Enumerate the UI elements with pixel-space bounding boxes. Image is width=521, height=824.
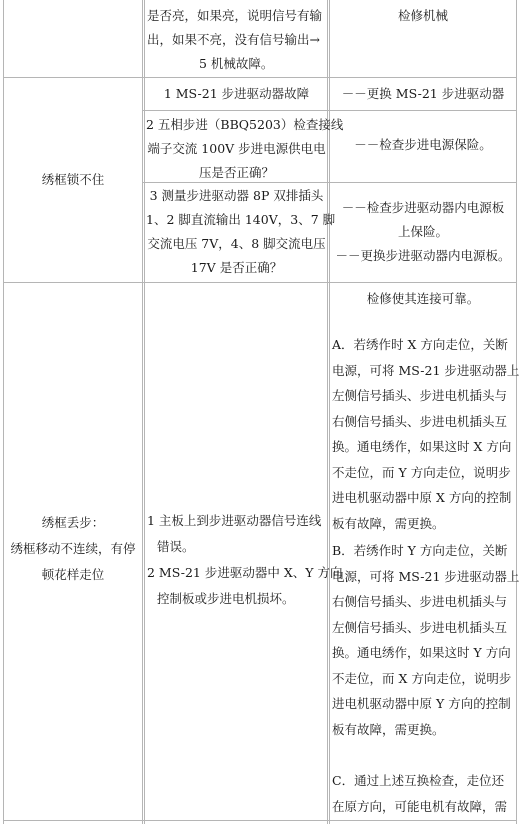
cause-text: 错误。	[157, 539, 195, 554]
table-row	[147, 4, 327, 76]
fix-text: 右侧信号插头、步进电机插头与	[332, 594, 508, 609]
cause-cell	[146, 113, 344, 185]
fix-cell	[330, 196, 516, 268]
fix-text: B．若绣作时 Y 方向走位，关断	[332, 543, 508, 558]
cause-text: 17V 是否正确？	[190, 260, 283, 275]
fault-text: 绣框丢步：	[41, 515, 105, 530]
fix-text: 板有故障，需更换。	[332, 721, 445, 737]
fix-cell	[330, 82, 516, 106]
cause-text: 5 机械故障。	[199, 56, 274, 71]
fix-cell	[332, 538, 520, 742]
fault-text: 绣框锁不住	[41, 172, 105, 187]
fix-text: －－更换 MS-21 步进驱动器	[341, 86, 505, 101]
fix-text: 进电机驱动器中原 Y 方向的控制	[332, 696, 511, 711]
cause-text: 压是否正确？	[198, 165, 274, 180]
cause-text: 是否亮，如果亮，说明信号有输	[147, 8, 323, 23]
cause-cell	[146, 82, 327, 106]
row-divider	[3, 820, 517, 821]
table-border-right	[516, 0, 517, 824]
fix-text: 换。通电绣作，如果这时 X 方向	[332, 439, 512, 454]
fix-text: 上保险。	[397, 224, 448, 239]
fix-text: 右侧信号插头、步进电机插头互	[332, 413, 508, 429]
fault-text: 绣框移动不连续，有停	[10, 541, 136, 556]
fault-text: 顿花样走位	[41, 567, 105, 582]
row-divider	[143, 110, 517, 111]
fix-cell	[332, 332, 520, 536]
cause-text: 3 测量步进驱动器 8P 双排插头	[149, 188, 324, 203]
fix-text: A．若绣作时 X 方向走位，关断	[332, 337, 508, 352]
fix-cell	[330, 4, 516, 28]
fix-text: 在原方向，可能电机有故障，需	[332, 798, 508, 814]
cause-text: 2 MS-21 步进驱动器中 X、Y 方向	[147, 565, 343, 580]
fix-text: 不走位，而 Y 方向走位，说明步	[332, 464, 511, 480]
fix-text: 换。通电绣作，如果这时 Y 方向	[332, 645, 511, 660]
fix-text: 不走位，而 X 方向走位，说明步	[332, 670, 512, 686]
fix-text: －－检查步进驱动器内电源板	[341, 200, 505, 215]
fix-cell	[330, 287, 516, 311]
fix-text: －－检查步进电源保险。	[354, 137, 492, 152]
row-divider	[3, 282, 517, 283]
fix-text: 电源，可将 MS-21 步进驱动器上	[332, 568, 520, 584]
fault-label	[4, 510, 142, 588]
fix-cell	[332, 768, 516, 819]
cause-text: 1、2 脚直流输出 140V，3、7 脚	[146, 212, 336, 227]
fix-text: 左侧信号插头、步进电机插头与	[332, 388, 508, 403]
table-border-left	[3, 0, 4, 824]
fix-text: 板有故障，需更换。	[332, 515, 445, 531]
cause-text: 出，如果不亮，没有信号输出→	[147, 32, 320, 47]
cause-text: 2 五相步进（BBQ5203）检查接线	[146, 117, 344, 132]
row-divider	[3, 77, 517, 78]
cause-text: 交流电压 7V，4、8 脚交流电压	[147, 236, 326, 251]
table-divider-fault-cause	[142, 0, 145, 824]
fix-text: 电源，可将 MS-21 步进驱动器上	[332, 362, 520, 378]
fix-text: C．通过上述互换检查，走位还	[332, 773, 505, 788]
cause-cell	[146, 184, 336, 280]
fix-text: 进电机驱动器中原 X 方向的控制	[332, 490, 512, 505]
cause-text: 1 主板上到步进驱动器信号连线	[147, 513, 322, 528]
cause-text: 控制板或步进电机损坏。	[157, 591, 295, 606]
cause-cell	[147, 508, 343, 612]
fault-label	[4, 168, 142, 192]
fix-text: 左侧信号插头、步进电机插头互	[332, 619, 508, 635]
cause-text: 端子交流 100V 步进电源供电电	[147, 141, 326, 156]
fix-text: 检修使其连接可靠。	[366, 291, 480, 306]
fix-cell	[330, 133, 516, 157]
fix-text: －－更换步进驱动器内电源板。	[335, 248, 511, 263]
cause-text: 1 MS-21 步进驱动器故障	[163, 86, 310, 101]
fix-text: 检修机械	[397, 8, 448, 23]
